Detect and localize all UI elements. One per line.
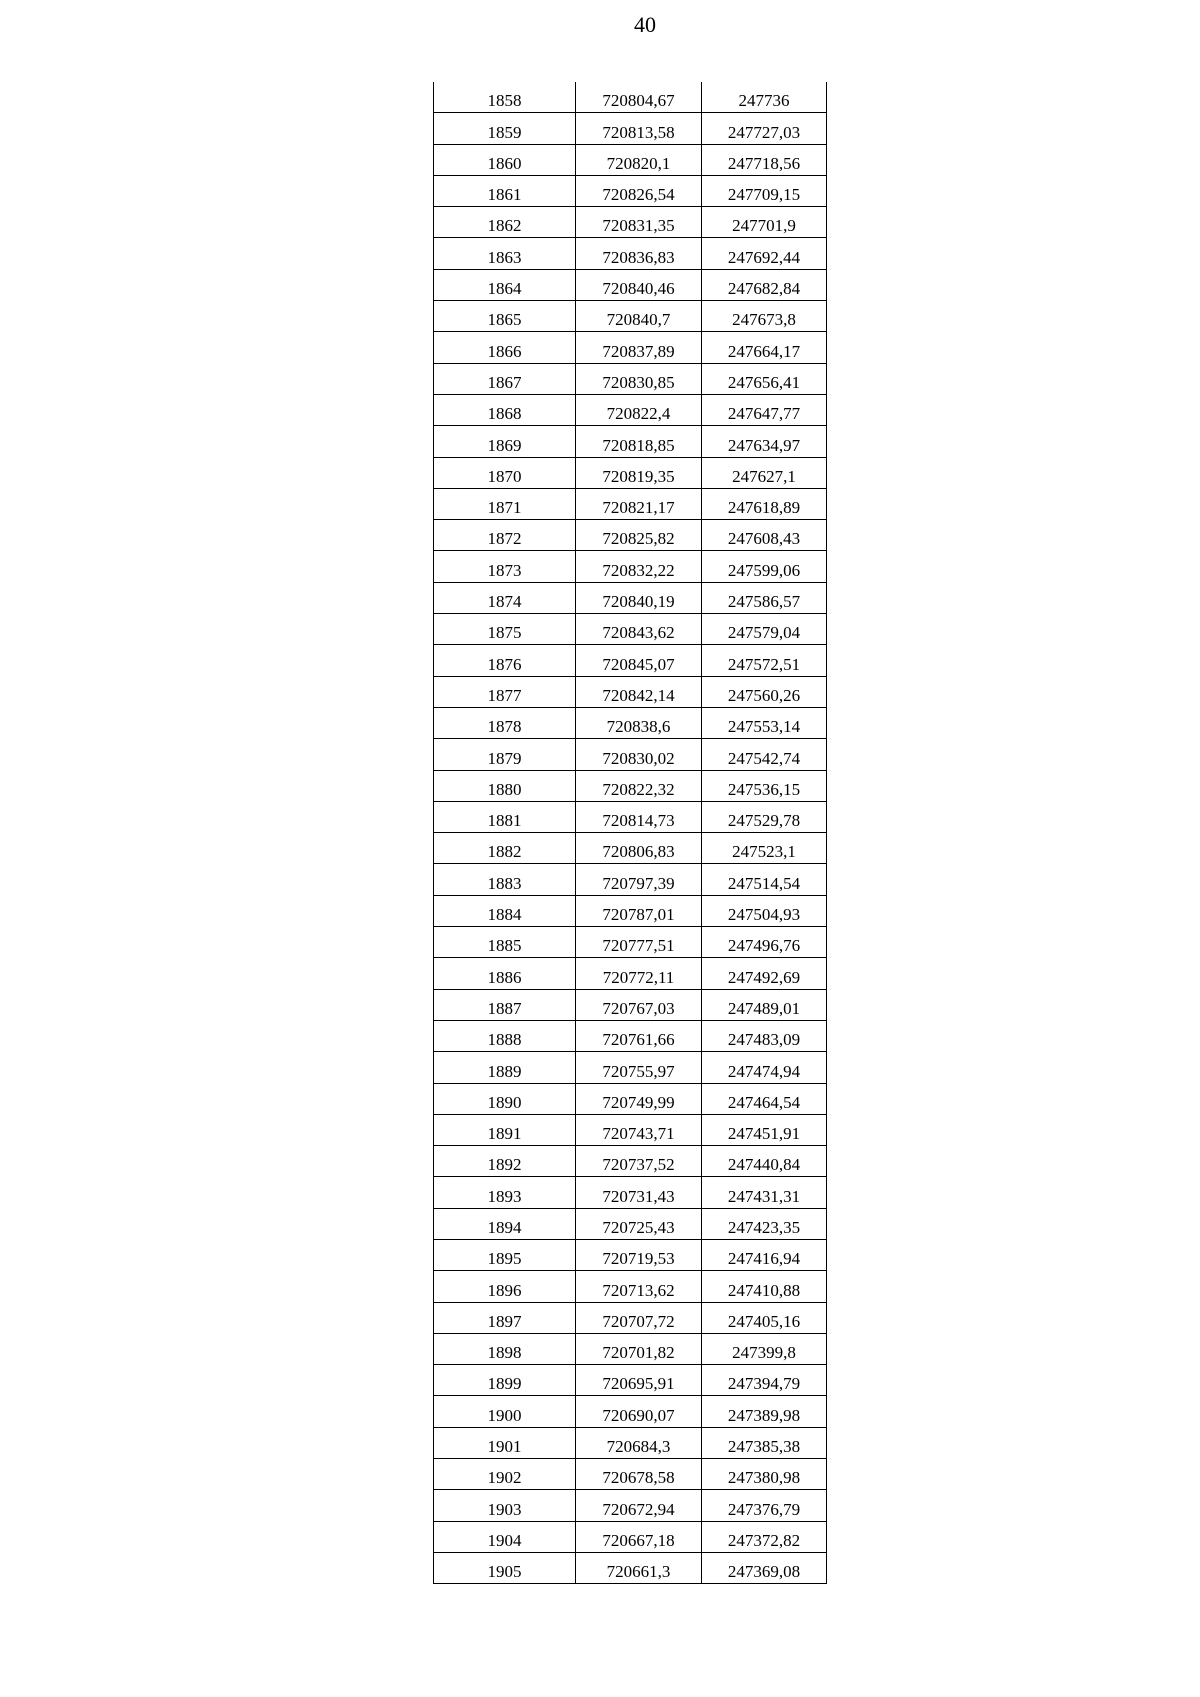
point-number-cell: 1893 (434, 1177, 576, 1208)
point-number-cell: 1899 (434, 1365, 576, 1396)
x-coordinate-cell: 720678,58 (576, 1459, 702, 1490)
y-coordinate-cell: 247709,15 (702, 175, 827, 206)
point-number-cell: 1883 (434, 864, 576, 895)
table-row (434, 175, 827, 206)
point-number-cell: 1889 (434, 1052, 576, 1083)
table-row (434, 801, 827, 832)
y-coordinate-cell: 247682,84 (702, 269, 827, 300)
page-number: 40 (634, 12, 656, 37)
point-number-cell: 1878 (434, 707, 576, 738)
table-row (434, 614, 827, 645)
point-number-cell: 1879 (434, 739, 576, 770)
table-row (434, 551, 827, 582)
point-number-cell: 1860 (434, 144, 576, 175)
y-coordinate-cell: 247664,17 (702, 332, 827, 363)
table-row (434, 1365, 827, 1396)
table-row (434, 363, 827, 394)
point-number-cell: 1891 (434, 1114, 576, 1145)
table-row (434, 958, 827, 989)
point-number-cell: 1905 (434, 1552, 576, 1583)
point-number-cell: 1882 (434, 833, 576, 864)
y-coordinate-cell: 247492,69 (702, 958, 827, 989)
x-coordinate-cell: 720836,83 (576, 238, 702, 269)
table-row (434, 1521, 827, 1552)
table-row (434, 269, 827, 300)
y-coordinate-cell: 247483,09 (702, 1020, 827, 1051)
table-row (434, 645, 827, 676)
table-row (434, 1396, 827, 1427)
y-coordinate-cell: 247542,74 (702, 739, 827, 770)
y-coordinate-cell: 247536,15 (702, 770, 827, 801)
x-coordinate-cell: 720684,3 (576, 1427, 702, 1458)
x-coordinate-cell: 720713,62 (576, 1271, 702, 1302)
point-number-cell: 1884 (434, 895, 576, 926)
table-row (434, 144, 827, 175)
table-row (434, 1177, 827, 1208)
y-coordinate-cell: 247586,57 (702, 582, 827, 613)
table-row (434, 82, 827, 113)
y-coordinate-cell: 247701,9 (702, 207, 827, 238)
point-number-cell: 1874 (434, 582, 576, 613)
y-coordinate-cell: 247572,51 (702, 645, 827, 676)
x-coordinate-cell: 720825,82 (576, 520, 702, 551)
x-coordinate-cell: 720804,67 (576, 82, 702, 113)
y-coordinate-cell: 247504,93 (702, 895, 827, 926)
point-number-cell: 1869 (434, 426, 576, 457)
table-row (434, 1239, 827, 1270)
y-coordinate-cell: 247692,44 (702, 238, 827, 269)
y-coordinate-cell: 247718,56 (702, 144, 827, 175)
x-coordinate-cell: 720690,07 (576, 1396, 702, 1427)
point-number-cell: 1885 (434, 927, 576, 958)
x-coordinate-cell: 720737,52 (576, 1146, 702, 1177)
x-coordinate-cell: 720840,19 (576, 582, 702, 613)
x-coordinate-cell: 720707,72 (576, 1302, 702, 1333)
point-number-cell: 1873 (434, 551, 576, 582)
y-coordinate-cell: 247416,94 (702, 1239, 827, 1270)
x-coordinate-cell: 720749,99 (576, 1083, 702, 1114)
table-row (434, 1083, 827, 1114)
point-number-cell: 1877 (434, 676, 576, 707)
point-number-cell: 1896 (434, 1271, 576, 1302)
x-coordinate-cell: 720672,94 (576, 1490, 702, 1521)
table-row (434, 207, 827, 238)
point-number-cell: 1858 (434, 82, 576, 113)
table-row (434, 833, 827, 864)
x-coordinate-cell: 720832,22 (576, 551, 702, 582)
x-coordinate-cell: 720725,43 (576, 1208, 702, 1239)
point-number-cell: 1890 (434, 1083, 576, 1114)
table-body (434, 82, 827, 1584)
point-number-cell: 1880 (434, 770, 576, 801)
table-row (434, 1271, 827, 1302)
y-coordinate-cell: 247579,04 (702, 614, 827, 645)
table-row (434, 332, 827, 363)
point-number-cell: 1902 (434, 1459, 576, 1490)
y-coordinate-cell: 247389,98 (702, 1396, 827, 1427)
x-coordinate-cell: 720743,71 (576, 1114, 702, 1145)
y-coordinate-cell: 247464,54 (702, 1083, 827, 1114)
x-coordinate-cell: 720830,02 (576, 739, 702, 770)
y-coordinate-cell: 247553,14 (702, 707, 827, 738)
x-coordinate-cell: 720806,83 (576, 833, 702, 864)
point-number-cell: 1886 (434, 958, 576, 989)
x-coordinate-cell: 720814,73 (576, 801, 702, 832)
x-coordinate-cell: 720831,35 (576, 207, 702, 238)
point-number-cell: 1904 (434, 1521, 576, 1552)
y-coordinate-cell: 247440,84 (702, 1146, 827, 1177)
y-coordinate-cell: 247634,97 (702, 426, 827, 457)
table-row (434, 1333, 827, 1364)
x-coordinate-cell: 720821,17 (576, 488, 702, 519)
y-coordinate-cell: 247647,77 (702, 394, 827, 425)
table-row (434, 582, 827, 613)
point-number-cell: 1872 (434, 520, 576, 551)
x-coordinate-cell: 720818,85 (576, 426, 702, 457)
y-coordinate-cell: 247369,08 (702, 1552, 827, 1583)
y-coordinate-cell: 247431,31 (702, 1177, 827, 1208)
table-row (434, 1302, 827, 1333)
x-coordinate-cell: 720822,4 (576, 394, 702, 425)
x-coordinate-cell: 720840,7 (576, 301, 702, 332)
point-number-cell: 1868 (434, 394, 576, 425)
y-coordinate-cell: 247560,26 (702, 676, 827, 707)
y-coordinate-cell: 247727,03 (702, 113, 827, 144)
x-coordinate-cell: 720777,51 (576, 927, 702, 958)
x-coordinate-cell: 720843,62 (576, 614, 702, 645)
point-number-cell: 1866 (434, 332, 576, 363)
table-row (434, 1114, 827, 1145)
point-number-cell: 1881 (434, 801, 576, 832)
x-coordinate-cell: 720830,85 (576, 363, 702, 394)
x-coordinate-cell: 720755,97 (576, 1052, 702, 1083)
x-coordinate-cell: 720797,39 (576, 864, 702, 895)
x-coordinate-cell: 720767,03 (576, 989, 702, 1020)
table-row (434, 1490, 827, 1521)
y-coordinate-cell: 247423,35 (702, 1208, 827, 1239)
y-coordinate-cell: 247405,16 (702, 1302, 827, 1333)
table-row (434, 457, 827, 488)
table-row (434, 1146, 827, 1177)
table-row (434, 238, 827, 269)
table-row (434, 301, 827, 332)
point-number-cell: 1865 (434, 301, 576, 332)
table-row (434, 739, 827, 770)
x-coordinate-cell: 720661,3 (576, 1552, 702, 1583)
x-coordinate-cell: 720840,46 (576, 269, 702, 300)
table-row (434, 676, 827, 707)
y-coordinate-cell: 247399,8 (702, 1333, 827, 1364)
x-coordinate-cell: 720701,82 (576, 1333, 702, 1364)
point-number-cell: 1903 (434, 1490, 576, 1521)
y-coordinate-cell: 247394,79 (702, 1365, 827, 1396)
point-number-cell: 1867 (434, 363, 576, 394)
y-coordinate-cell: 247385,38 (702, 1427, 827, 1458)
x-coordinate-cell: 720845,07 (576, 645, 702, 676)
y-coordinate-cell: 247608,43 (702, 520, 827, 551)
point-number-cell: 1887 (434, 989, 576, 1020)
x-coordinate-cell: 720787,01 (576, 895, 702, 926)
table-row (434, 927, 827, 958)
y-coordinate-cell: 247673,8 (702, 301, 827, 332)
y-coordinate-cell: 247372,82 (702, 1521, 827, 1552)
y-coordinate-cell: 247474,94 (702, 1052, 827, 1083)
point-number-cell: 1859 (434, 113, 576, 144)
y-coordinate-cell: 247410,88 (702, 1271, 827, 1302)
y-coordinate-cell: 247656,41 (702, 363, 827, 394)
table-row (434, 707, 827, 738)
x-coordinate-cell: 720719,53 (576, 1239, 702, 1270)
point-number-cell: 1888 (434, 1020, 576, 1051)
point-number-cell: 1895 (434, 1239, 576, 1270)
x-coordinate-cell: 720772,11 (576, 958, 702, 989)
table-row (434, 1208, 827, 1239)
point-number-cell: 1900 (434, 1396, 576, 1427)
y-coordinate-cell: 247599,06 (702, 551, 827, 582)
point-number-cell: 1875 (434, 614, 576, 645)
x-coordinate-cell: 720667,18 (576, 1521, 702, 1552)
point-number-cell: 1898 (434, 1333, 576, 1364)
table-row (434, 989, 827, 1020)
point-number-cell: 1876 (434, 645, 576, 676)
x-coordinate-cell: 720695,91 (576, 1365, 702, 1396)
y-coordinate-cell: 247489,01 (702, 989, 827, 1020)
point-number-cell: 1871 (434, 488, 576, 519)
table-row (434, 1020, 827, 1051)
y-coordinate-cell: 247380,98 (702, 1459, 827, 1490)
point-number-cell: 1897 (434, 1302, 576, 1333)
y-coordinate-cell: 247376,79 (702, 1490, 827, 1521)
x-coordinate-cell: 720819,35 (576, 457, 702, 488)
x-coordinate-cell: 720838,6 (576, 707, 702, 738)
point-number-cell: 1862 (434, 207, 576, 238)
point-number-cell: 1870 (434, 457, 576, 488)
table-row (434, 770, 827, 801)
point-number-cell: 1861 (434, 175, 576, 206)
table-row (434, 113, 827, 144)
x-coordinate-cell: 720813,58 (576, 113, 702, 144)
point-number-cell: 1892 (434, 1146, 576, 1177)
y-coordinate-cell: 247627,1 (702, 457, 827, 488)
table-row (434, 520, 827, 551)
coordinates-table (433, 82, 827, 1584)
y-coordinate-cell: 247496,76 (702, 927, 827, 958)
x-coordinate-cell: 720731,43 (576, 1177, 702, 1208)
y-coordinate-cell: 247514,54 (702, 864, 827, 895)
table-row (434, 488, 827, 519)
x-coordinate-cell: 720761,66 (576, 1020, 702, 1051)
x-coordinate-cell: 720842,14 (576, 676, 702, 707)
x-coordinate-cell: 720820,1 (576, 144, 702, 175)
y-coordinate-cell: 247736 (702, 82, 827, 113)
point-number-cell: 1864 (434, 269, 576, 300)
table-row (434, 394, 827, 425)
table-row (434, 1427, 827, 1458)
table-row (434, 1459, 827, 1490)
point-number-cell: 1863 (434, 238, 576, 269)
point-number-cell: 1901 (434, 1427, 576, 1458)
table-row (434, 864, 827, 895)
y-coordinate-cell: 247451,91 (702, 1114, 827, 1145)
y-coordinate-cell: 247529,78 (702, 801, 827, 832)
table-row (434, 1552, 827, 1583)
x-coordinate-cell: 720837,89 (576, 332, 702, 363)
x-coordinate-cell: 720826,54 (576, 175, 702, 206)
y-coordinate-cell: 247618,89 (702, 488, 827, 519)
table-row (434, 1052, 827, 1083)
table-row (434, 426, 827, 457)
table-row (434, 895, 827, 926)
x-coordinate-cell: 720822,32 (576, 770, 702, 801)
y-coordinate-cell: 247523,1 (702, 833, 827, 864)
point-number-cell: 1894 (434, 1208, 576, 1239)
